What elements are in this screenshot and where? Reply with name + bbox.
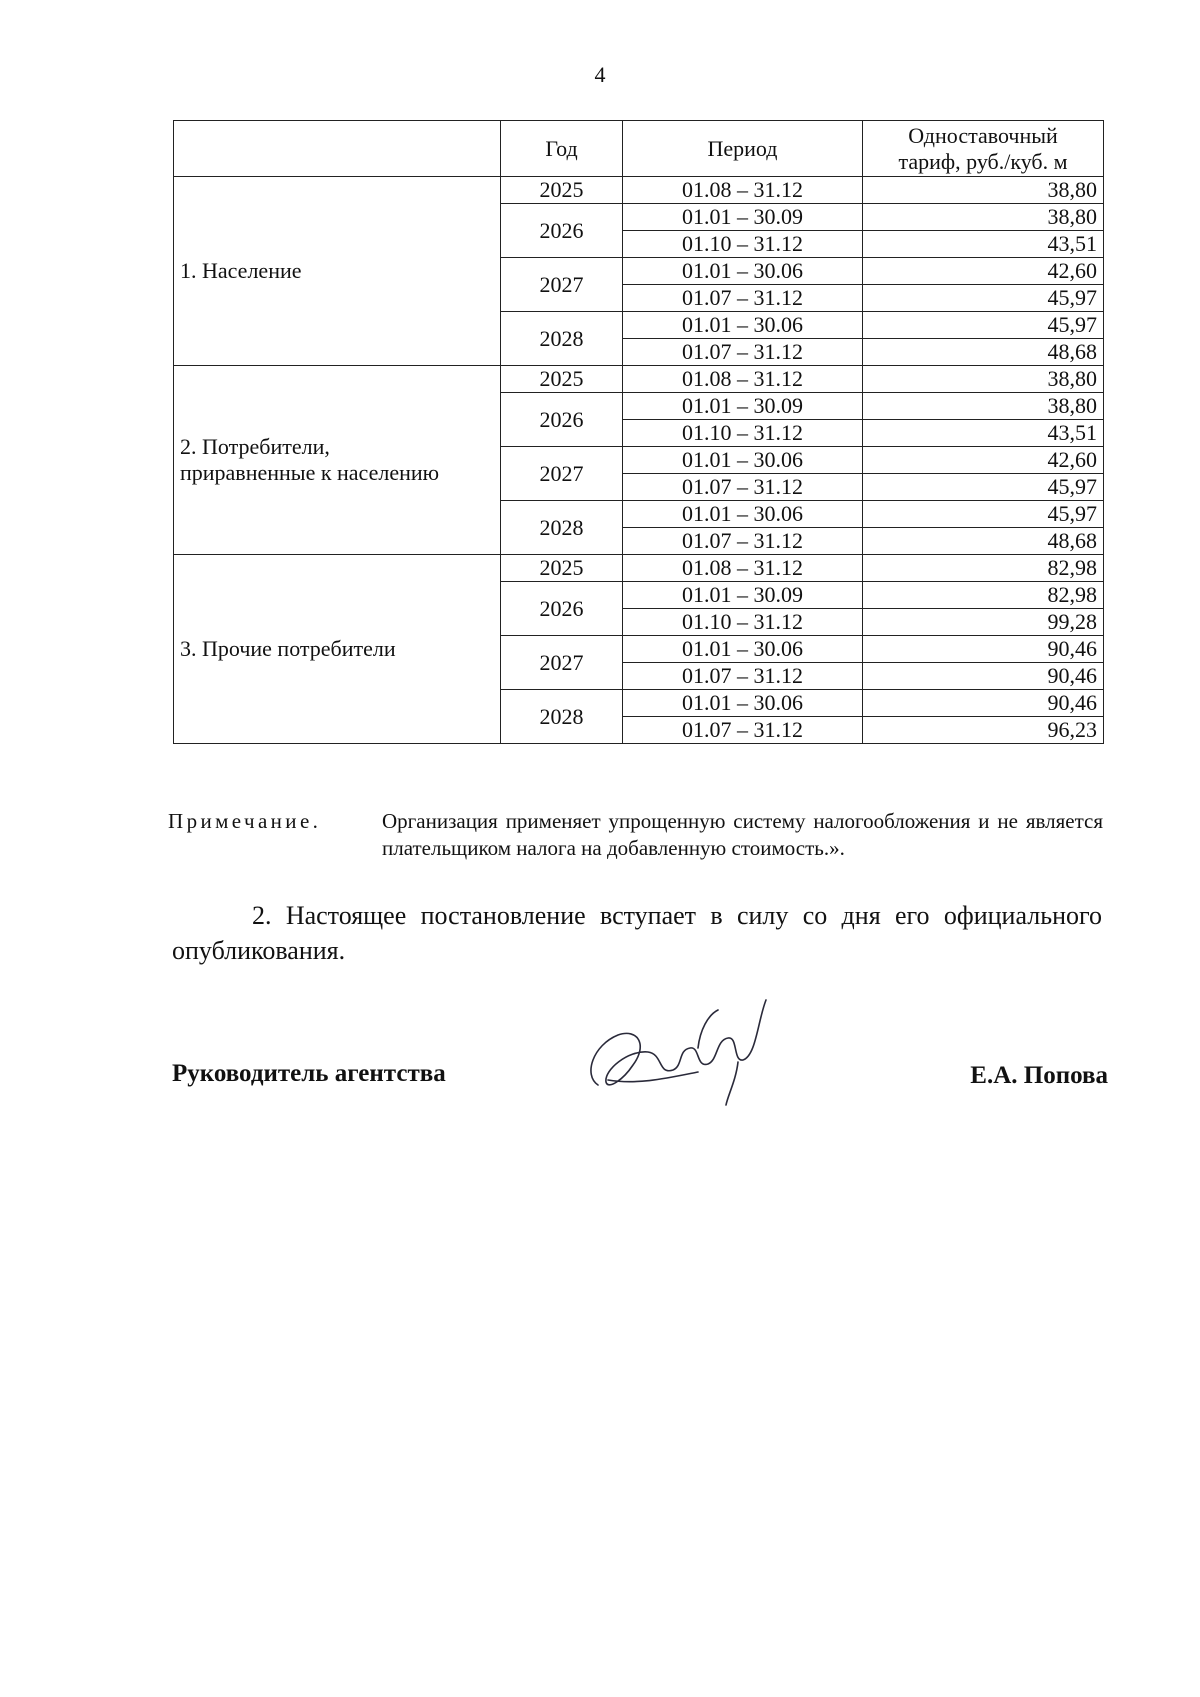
year-cell: 2027 [501,636,623,690]
period-cell: 01.01 – 30.06 [623,690,863,717]
year-cell: 2028 [501,312,623,366]
period-cell: 01.01 – 30.06 [623,258,863,285]
year-cell: 2026 [501,204,623,258]
table-row [174,366,1104,393]
period-cell: 01.08 – 31.12 [623,555,863,582]
period-cell: 01.07 – 31.12 [623,339,863,366]
tariff-cell: 38,80 [863,393,1104,420]
period-cell: 01.01 – 30.06 [623,636,863,663]
tariff-cell: 43,51 [863,420,1104,447]
tariff-table [173,120,1104,744]
effective-date-paragraph: 2. Настоящее постановление вступает в силу со дня его официального опубликования. [172,901,1102,965]
year-cell: 2025 [501,555,623,582]
tariff-cell: 82,98 [863,582,1104,609]
tariff-cell: 45,97 [863,501,1104,528]
category-line1: 3. Прочие потребители [180,636,396,661]
period-cell: 01.07 – 31.12 [623,717,863,744]
tariff-cell: 45,97 [863,474,1104,501]
tariff-cell: 42,60 [863,447,1104,474]
year-cell: 2027 [501,447,623,501]
tariff-cell: 90,46 [863,690,1104,717]
tariff-cell: 48,68 [863,528,1104,555]
category-cell [174,555,501,744]
category-line1: 2. Потребители, [180,434,330,459]
tariff-cell: 38,80 [863,177,1104,204]
year-cell: 2026 [501,582,623,636]
tariff-cell: 42,60 [863,258,1104,285]
period-cell: 01.01 – 30.06 [623,501,863,528]
category-cell [174,366,501,555]
header-period: Период [623,121,863,177]
period-cell: 01.01 – 30.09 [623,393,863,420]
period-cell: 01.01 – 30.09 [623,204,863,231]
period-cell: 01.10 – 31.12 [623,609,863,636]
signatory-name: Е.А. Попова [970,1062,1108,1089]
tariff-cell: 43,51 [863,231,1104,258]
period-cell: 01.10 – 31.12 [623,420,863,447]
note-text: Организация применяет упрощенную систему налогообложения и не является плательщиком налога на добавленную стоимость.». [382,809,1103,860]
category-line1: 1. Население [180,258,302,283]
table-header-row [174,121,1104,177]
period-cell: 01.07 – 31.12 [623,474,863,501]
tariff-cell: 90,46 [863,663,1104,690]
table-row [174,177,1104,204]
tariff-cell: 96,23 [863,717,1104,744]
tariff-cell: 45,97 [863,285,1104,312]
period-cell: 01.08 – 31.12 [623,366,863,393]
tariff-cell: 38,80 [863,366,1104,393]
period-cell: 01.01 – 30.09 [623,582,863,609]
period-cell: 01.07 – 31.12 [623,285,863,312]
year-cell: 2026 [501,393,623,447]
tariff-cell: 82,98 [863,555,1104,582]
period-cell: 01.10 – 31.12 [623,231,863,258]
tariff-cell: 38,80 [863,204,1104,231]
header-year: Год [501,121,623,177]
table-row [174,555,1104,582]
header-category [174,121,501,177]
period-cell: 01.07 – 31.12 [623,663,863,690]
year-cell: 2028 [501,690,623,744]
tariff-cell: 90,46 [863,636,1104,663]
category-cell [174,177,501,366]
category-line2: приравненные к населению [180,460,440,485]
year-cell: 2027 [501,258,623,312]
header-tariff-line2: тариф, руб./куб. м [898,148,1068,174]
header-tariff-line1: Одноставочный [908,122,1058,148]
tariff-cell: 48,68 [863,339,1104,366]
header-tariff [863,121,1104,177]
year-cell: 2025 [501,177,623,204]
year-cell: 2028 [501,501,623,555]
tariff-cell: 99,28 [863,609,1104,636]
year-cell: 2025 [501,366,623,393]
period-cell: 01.07 – 31.12 [623,528,863,555]
signatory-title: Руководитель агентства [172,1060,446,1087]
handwritten-signature [578,990,778,1110]
page-number: 4 [594,62,606,87]
period-cell: 01.01 – 30.06 [623,447,863,474]
period-cell: 01.01 – 30.06 [623,312,863,339]
tariff-cell: 45,97 [863,312,1104,339]
note-label: Примечание. [168,809,322,833]
period-cell: 01.08 – 31.12 [623,177,863,204]
